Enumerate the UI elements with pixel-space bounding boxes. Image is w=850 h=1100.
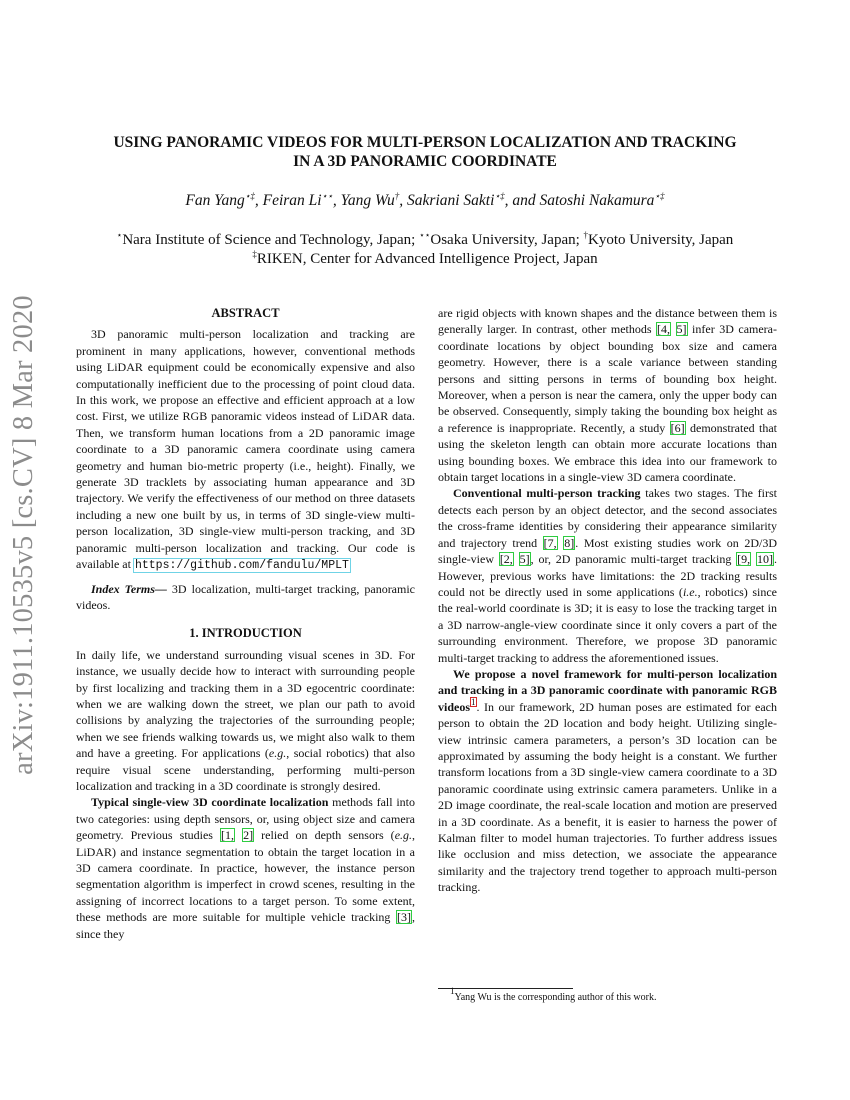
left-column bbox=[76, 305, 415, 942]
index-terms bbox=[76, 581, 415, 614]
affiliation-text: Kyoto University, Japan bbox=[588, 232, 734, 248]
author-mark: † bbox=[394, 191, 400, 201]
intro-bold-lead: Typical single-view 3D coordinate localization bbox=[91, 795, 329, 810]
body-text: i.e. bbox=[682, 584, 698, 599]
author-sep: , bbox=[399, 192, 408, 209]
citation-link[interactable]: [2, bbox=[499, 552, 513, 567]
intro-text: , LiDAR) and instance segmentation to obtain the target location in a 3D camera coordinate. In practice, however, the instance person segmentation algorithm is imperfect in crowd scenes, resulting in the assigning of incorrect locations to a target person. To some extent, these methods are more suitable for multiple vehicle tracking bbox=[76, 828, 416, 925]
paper-title bbox=[60, 133, 790, 171]
affiliation-line-2 bbox=[60, 250, 790, 269]
intro-text: , social robotics) that also require visual scene understanding, performing multi-person localization and tracking in a 3D coordinate is strongly desired. bbox=[76, 746, 415, 793]
affiliation-line-1 bbox=[60, 231, 790, 250]
right-column bbox=[438, 305, 777, 896]
body-text: . In our framework, 2D human poses are estimated for each person to obtain the 2D location and body height. Utilizing single-view intrinsic camera parameters, a person’s 3D location can be approximated by assuming the body height is a constant. We further transform locations from a 3D single-view camera coordinate to a 3D panoramic coordinate using extrinsic camera parameters. Unlike in a 2D image coordinate, the real-scale location and motion are preserved in a 3D coordinate. As a benefit, it is easier to harness the power of Kalman filter to model human trajectories. To further address issues like occlusion and miss detection, we associate the appearance similarity and the trajectory trend together to approach multi-person tracking. bbox=[438, 699, 777, 895]
title-line-2: IN A 3D PANORAMIC COORDINATE bbox=[293, 153, 557, 170]
index-terms-text: 3D localization, multi-target tracking, panoramic videos. bbox=[76, 581, 416, 612]
body-text: takes two stages. The first detects each person by an object detector, and the second associates the cross-frame identities by considering their appearance similarity and trajectory trend bbox=[438, 486, 777, 550]
abstract-heading: ABSTRACT bbox=[211, 306, 280, 320]
body-text: infer 3D camera-coordinate locations by object bounding box size and camera geometry. However, there is a scale variance between standing persons and sitting persons in terms of bounding box height. Moreover, when a person is near the camera, only the upper body can be observed. Consequently, simply taking the bounding box height as a reference is inappropriate. Recently, a study bbox=[438, 322, 777, 435]
citation-link[interactable]: [7, bbox=[543, 535, 557, 550]
code-url-link[interactable]: https://github.com/fandulu/MPLT bbox=[134, 559, 349, 573]
right-paragraph-1 bbox=[438, 305, 777, 485]
citation-link[interactable]: [1, bbox=[221, 828, 235, 843]
author-sep: , and bbox=[504, 192, 540, 209]
author-list bbox=[60, 192, 790, 210]
intro-text: e.g. bbox=[268, 746, 287, 761]
footnote bbox=[450, 986, 657, 1004]
author-name: Feiran Li bbox=[262, 192, 322, 209]
citation-link[interactable]: [4, bbox=[657, 322, 671, 337]
right-paragraph-2 bbox=[438, 485, 777, 665]
affiliation-mark: † bbox=[583, 230, 589, 240]
author-name: Sakriani Sakti bbox=[407, 192, 495, 209]
citation-link[interactable]: 2] bbox=[243, 828, 254, 843]
body-text: , robotics) since the real-world coordinate is 3D; it is easy to lose the tracking target in a 3D narrow-angle-view coordinate since it only covers a part of the surrounding environment. Therefore, we propose 3D panoramic multi-target tracking to address the aforementioned issues. bbox=[438, 584, 777, 665]
author-sep: , bbox=[332, 192, 341, 209]
affiliation-text: RIKEN, Center for Advanced Intelligence Project, Japan bbox=[256, 251, 598, 267]
author-name: Satoshi Nakamura bbox=[539, 192, 655, 209]
right-paragraph-3 bbox=[438, 666, 777, 896]
arxiv-id: arXiv:1911.10535v5 [cs.CV] 8 Mar 2020 bbox=[8, 295, 40, 775]
abstract-text: 3D panoramic multi-person localization and tracking are prominent in many applications, however, conventional methods using LiDAR equipment could be economically expensive and also computationally inefficient due to the processing of point cloud data. In this work, we propose an effective and efficient approach at a low cost. First, we utilize RGB panoramic videos instead of LiDAR data. Then, we transform human locations from a 2D panoramic image coordinate to a 3D panoramic camera coordinate using camera geometry and human bio-metric property (i.e., height). Finally, we generate 3D tracklets by associating human appearance and 3D trajectory. We verify the effectiveness of our method on three datasets including a new one built by us, in terms of 3D single-view multi-person localization, 3D single-view multi-person tracking, and 3D panoramic multi-person localization and tracking. Our code is available at bbox=[76, 327, 415, 572]
author-sep: , bbox=[254, 192, 263, 209]
author-name: Fan Yang bbox=[185, 192, 245, 209]
intro-text: In daily life, we understand surrounding visual scenes in 3D. For instance, we usually decide how to interact with surrounding people by first localizing and tracking them in a 3D egocentric coordinate: when we are walking down the street, we plan our path to avoid collisions by analyzing the trajectories of the surrounding people; when we see friends walking towards us, we might also walk to them and have a greeting. For applications ( bbox=[76, 647, 415, 761]
citation-link[interactable]: 8] bbox=[564, 535, 575, 550]
author-mark: ⋆‡ bbox=[494, 191, 505, 201]
citation-link[interactable]: 5] bbox=[676, 322, 687, 337]
intro-heading: 1. INTRODUCTION bbox=[189, 626, 302, 641]
intro-paragraph-2 bbox=[76, 794, 415, 942]
intro-paragraph-1 bbox=[76, 647, 415, 795]
intro-text: methods fall into two categories: using depth sensors, or, using object size and camera geometry. Previous studies bbox=[76, 795, 415, 843]
bold-lead: We propose a novel framework for multi-person localization and tracking in a 3D panoramic coordinate with panoramic RGB videos bbox=[438, 666, 777, 714]
affiliation-text: Nara Institute of Science and Technology, Japan; bbox=[122, 232, 420, 248]
body-text: are rigid objects with known shapes and the distance between them is generally larger. In contrast, other methods bbox=[438, 306, 777, 337]
intro-text: , since they bbox=[76, 910, 415, 941]
arxiv-stamp bbox=[2, 295, 46, 775]
affiliation-text: Osaka University, Japan; bbox=[430, 232, 584, 248]
footnote-divider bbox=[438, 988, 573, 989]
affiliation-mark: ⋆⋆ bbox=[419, 230, 431, 240]
body-text: demonstrated that using the skeleton length can obtain more accurate locations than using bounding boxes. We embrace this idea into our framework to obtain target locations in a single-view 3D camera coordinate. bbox=[438, 420, 777, 485]
footnote-text: Yang Wu is the corresponding author of this work. bbox=[454, 992, 657, 1003]
citation-link[interactable]: 5] bbox=[519, 552, 530, 567]
intro-text: relied on depth sensors ( bbox=[254, 828, 395, 843]
index-terms-label: Index Terms— bbox=[91, 581, 167, 596]
citation-link[interactable]: [9, bbox=[737, 552, 751, 567]
title-line-1: USING PANORAMIC VIDEOS FOR MULTI-PERSON LOCALIZATION AND TRACKING bbox=[113, 134, 737, 151]
body-text: . However, previous works have limitations: the 2D tracking results could not be directly used in some applications ( bbox=[438, 552, 777, 599]
footnote-mark: 1 bbox=[450, 986, 455, 996]
intro-text: e.g. bbox=[394, 828, 413, 843]
author-mark: ⋆⋆ bbox=[321, 191, 333, 201]
citation-link[interactable]: [6] bbox=[670, 420, 685, 435]
affiliation-mark: ‡ bbox=[252, 249, 257, 259]
footnote-link[interactable]: 1 bbox=[471, 696, 476, 707]
body-text: . Most existing studies work on 2D/3D single-view bbox=[438, 535, 777, 567]
abstract-body bbox=[76, 326, 415, 574]
body-text: , or, 2D panoramic multi-target tracking bbox=[530, 552, 737, 567]
author-mark: ⋆‡ bbox=[244, 191, 255, 201]
author-name: Yang Wu bbox=[340, 192, 395, 209]
author-mark: ⋆‡ bbox=[654, 191, 665, 201]
affiliation-mark: ⋆ bbox=[116, 230, 123, 240]
bold-lead: Conventional multi-person tracking bbox=[453, 486, 641, 501]
citation-link[interactable]: [3] bbox=[397, 910, 411, 925]
affiliations bbox=[60, 231, 790, 269]
citation-link[interactable]: 10] bbox=[757, 552, 773, 567]
